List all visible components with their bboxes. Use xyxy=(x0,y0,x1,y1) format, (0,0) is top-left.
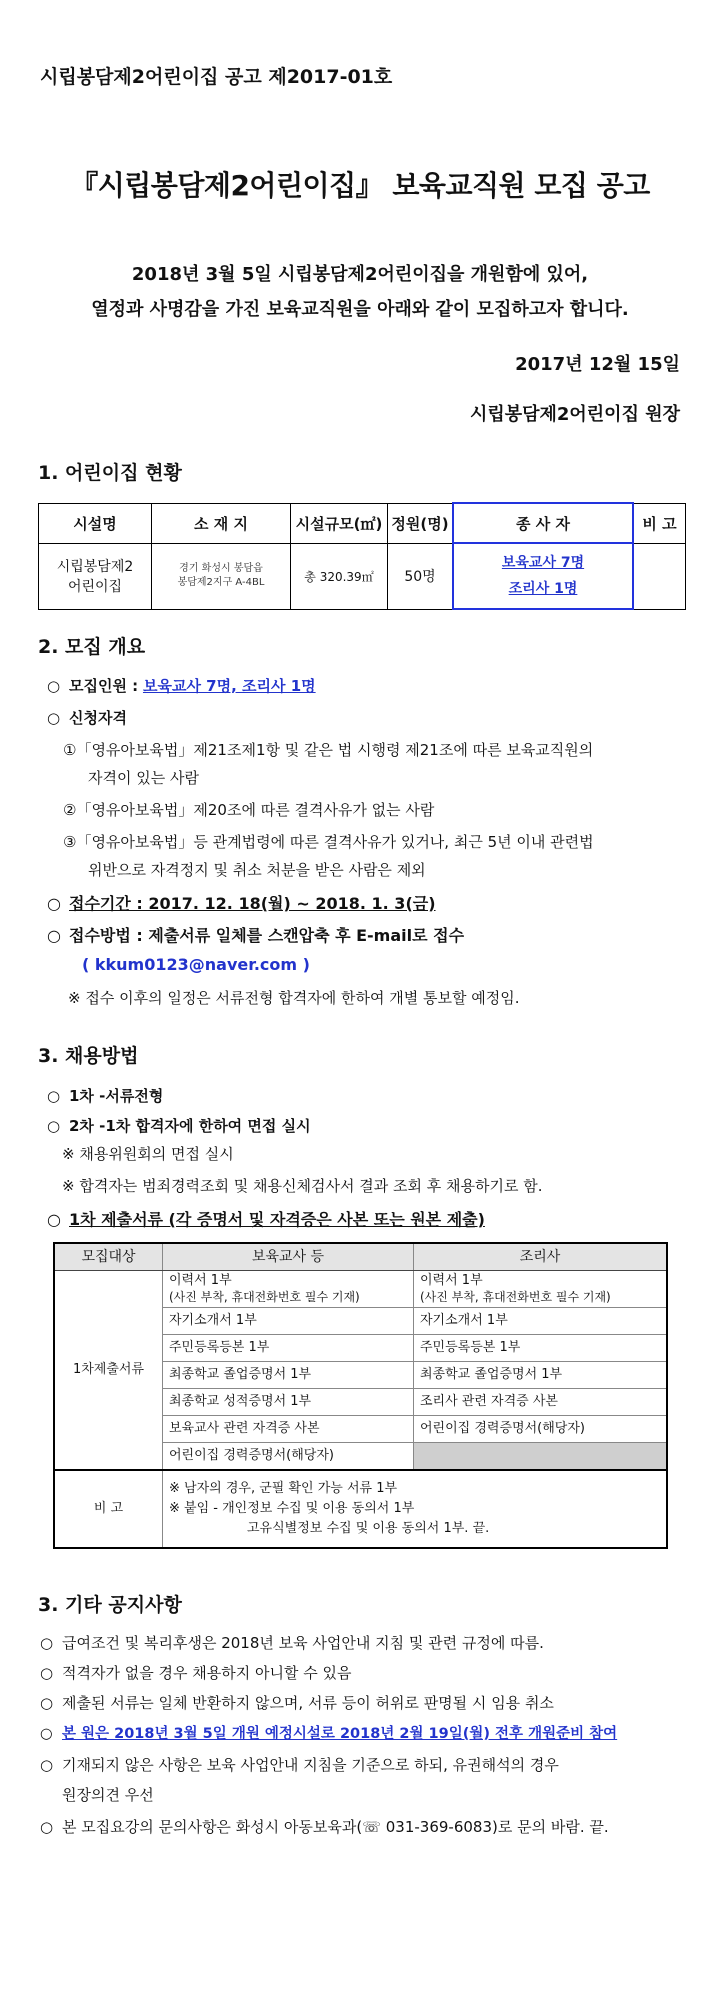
email-link[interactable]: ( kkum0123@naver.com ) xyxy=(82,955,310,974)
teacher-doc-1 xyxy=(163,1271,414,1308)
bullet: ○ xyxy=(40,1756,54,1774)
staff-teachers: 보육교사 7명 xyxy=(501,555,585,571)
section-4-heading: 3. 기타 공지사항 xyxy=(38,1594,182,1616)
remark-line-1: ※ 남자의 경우, 군필 확인 가능 서류 1부 xyxy=(169,1481,398,1496)
qualification-2: ②「영유아보육법」제20조에 따른 결격사유가 없는 사람 xyxy=(63,801,435,819)
qualification-heading xyxy=(47,707,127,728)
documents-heading xyxy=(47,1207,485,1230)
cook-doc-2: 자기소개서 1부 xyxy=(414,1308,668,1335)
table-row xyxy=(54,1271,667,1308)
cook-doc-1 xyxy=(414,1271,668,1308)
bullet: ○ xyxy=(40,1664,54,1682)
documents-table xyxy=(53,1242,668,1549)
teacher-doc-1-line-1: 이력서 1부 xyxy=(169,1273,232,1288)
step-2-text: 2차 -1차 합격자에 한하여 면접 실시 xyxy=(69,1117,311,1135)
table-header-row xyxy=(39,503,686,543)
notice-number: 시립봉담제2어린이집 공고 제2017-01호 xyxy=(40,66,393,88)
header-capacity: 정원(명) xyxy=(388,503,454,543)
intro-text xyxy=(0,257,720,327)
facility-size: 총 320.39㎡ xyxy=(291,543,388,609)
intro-line-1: 2018년 3월 5일 시립봉담제2어린이집을 개원함에 있어, xyxy=(131,264,589,285)
notice-item-4-text: 본 원은 2018년 3월 5일 개원 예정시설로 2018년 2월 19일(월) 전후 개원준비 참여 xyxy=(62,1726,618,1742)
step-1 xyxy=(47,1085,163,1106)
cook-doc-1-line-1: 이력서 1부 xyxy=(420,1273,483,1288)
teacher-doc-3: 주민등록등본 1부 xyxy=(163,1335,414,1362)
header-cook: 조리사 xyxy=(414,1243,668,1271)
application-method xyxy=(47,923,464,946)
bullet: ○ xyxy=(40,1818,54,1836)
schedule-note: ※ 접수 이후의 일정은 서류전형 합격자에 한하여 개별 통보할 예정임. xyxy=(68,989,520,1007)
header-teacher: 보육교사 등 xyxy=(163,1243,414,1271)
bullet: ○ xyxy=(40,1726,53,1742)
facility-name xyxy=(39,543,152,609)
notice-item-2 xyxy=(40,1662,351,1683)
notice-item-6-text: 본 모집요강의 문의사항은 화성시 아동보육과(☏ 031-369-6083)로 문의 바람. 끝. xyxy=(62,1818,609,1836)
documents-heading-text: 1차 제출서류 (각 증명서 및 자격증은 사본 또는 원본 제출) xyxy=(69,1210,485,1229)
recruit-label: 모집인원 : xyxy=(69,677,139,695)
qualification-1-line-2: 자격이 있는 사람 xyxy=(88,769,199,787)
notice-item-3 xyxy=(40,1692,554,1713)
address-line-1: 경기 화성시 봉담읍 xyxy=(179,563,263,574)
facility-staff xyxy=(453,543,633,609)
qualification-label: 신청자격 xyxy=(69,709,127,727)
table-row xyxy=(39,543,686,609)
remark-row xyxy=(54,1470,667,1548)
section-2-heading: 2. 모집 개요 xyxy=(38,636,146,658)
teacher-doc-5: 최종학교 성적증명서 1부 xyxy=(163,1389,414,1416)
teacher-doc-6: 보육교사 관련 자격증 사본 xyxy=(163,1416,414,1443)
notice-item-4 xyxy=(40,1722,617,1743)
teacher-doc-4: 최종학교 졸업증명서 1부 xyxy=(163,1362,414,1389)
header-note: 비 고 xyxy=(633,503,686,543)
notice-item-2-text: 적격자가 없을 경우 채용하지 아니할 수 있음 xyxy=(62,1664,352,1682)
notice-date: 2017년 12월 15일 xyxy=(515,354,680,375)
facility-capacity: 50명 xyxy=(388,543,454,609)
cook-doc-3: 주민등록등본 1부 xyxy=(414,1335,668,1362)
header-location: 소 재 지 xyxy=(152,503,291,543)
header-target: 모집대상 xyxy=(54,1243,163,1271)
facility-name-line-1: 시립봉담제2 xyxy=(56,559,134,575)
bullet: ○ xyxy=(40,1694,54,1712)
method-text: 접수방법 : 제출서류 일체를 스캔압축 후 E-mail로 접수 xyxy=(69,926,465,945)
notice-item-5 xyxy=(40,1754,559,1775)
cook-doc-7-empty xyxy=(414,1443,668,1471)
remark-line-2: ※ 붙임 - 개인정보 수집 및 이용 동의서 1부 xyxy=(169,1501,415,1516)
staff-cook: 조리사 1명 xyxy=(508,581,578,597)
bullet: ○ xyxy=(47,1210,61,1229)
period-text: 접수기간 : 2017. 12. 18(월) ~ 2018. 1. 3(금) xyxy=(69,894,436,913)
header-staff: 종 사 자 xyxy=(453,503,633,543)
notice-item-5-line-1: 기재되지 않은 사항은 보육 사업안내 지침을 기준으로 하되, 유권해석의 경우 xyxy=(62,1756,559,1774)
intro-line-2: 열정과 사명감을 가진 보육교직원을 아래와 같이 모집하고자 합니다. xyxy=(91,299,629,320)
bullet: ○ xyxy=(47,677,61,695)
notice-item-3-text: 제출된 서류는 일체 반환하지 않으며, 서류 등이 허위로 판명될 시 임용 취소 xyxy=(62,1694,554,1712)
bullet: ○ xyxy=(47,1117,61,1135)
step-1-text: 1차 -서류전형 xyxy=(69,1087,164,1105)
address-line-2: 봉담제2지구 A-4BL xyxy=(177,577,265,588)
section-3-heading: 3. 채용방법 xyxy=(38,1045,139,1067)
interview-note: ※ 채용위원회의 면접 실시 xyxy=(62,1145,234,1163)
bullet: ○ xyxy=(47,894,61,913)
teacher-doc-1-line-2: (사진 부착, 휴대전화번호 필수 기재) xyxy=(169,1290,360,1304)
bullet: ○ xyxy=(40,1634,54,1652)
header-size: 시설규모(㎡) xyxy=(291,503,388,543)
notice-item-1-text: 급여조건 및 복리후생은 2018년 보육 사업안내 지침 및 관련 규정에 따름. xyxy=(62,1634,544,1652)
application-period xyxy=(47,891,436,914)
remark-label: 비 고 xyxy=(54,1470,163,1548)
cook-doc-5: 조리사 관련 자격증 사본 xyxy=(414,1389,668,1416)
facility-note xyxy=(633,543,686,609)
qualification-3-line-1: ③「영유아보육법」등 관계법령에 따른 결격사유가 있거나, 최근 5년 이내 관련법 xyxy=(63,833,594,851)
cook-doc-1-line-2: (사진 부착, 휴대전화번호 필수 기재) xyxy=(420,1290,611,1304)
teacher-doc-2: 자기소개서 1부 xyxy=(163,1308,414,1335)
bullet: ○ xyxy=(47,926,61,945)
hiring-note: ※ 합격자는 범죄경력조회 및 채용신체검사서 결과 조회 후 채용하기로 함. xyxy=(62,1177,543,1195)
qualification-3-line-2: 위반으로 자격정지 및 취소 처분을 받은 사람은 제외 xyxy=(88,861,426,879)
table-header-row xyxy=(54,1243,667,1271)
page-title: 『시립봉담제2어린이집』 보육교직원 모집 공고 xyxy=(70,169,650,202)
cook-doc-4: 최종학교 졸업증명서 1부 xyxy=(414,1362,668,1389)
bullet: ○ xyxy=(47,709,61,727)
remark-line-3: 고유식별정보 수집 및 이용 동의서 1부. 끝. xyxy=(247,1521,490,1536)
recruit-value: 보육교사 7명, 조리사 1명 xyxy=(142,677,316,695)
step-2 xyxy=(47,1115,311,1136)
notice-item-1 xyxy=(40,1632,544,1653)
cook-doc-6: 어린이집 경력증명서(해당자) xyxy=(414,1416,668,1443)
qualification-1-line-1: ①「영유아보육법」제21조제1항 및 같은 법 시행령 제21조에 따른 보육교직원의 xyxy=(63,741,594,759)
bullet: ○ xyxy=(47,1087,61,1105)
notice-item-5-line-2: 원장의견 우선 xyxy=(62,1786,154,1804)
facility-name-line-2: 어린이집 xyxy=(67,579,123,595)
teacher-doc-7: 어린이집 경력증명서(해당자) xyxy=(163,1443,414,1471)
signer: 시립봉담제2어린이집 원장 xyxy=(469,404,680,425)
section-1-heading: 1. 어린이집 현황 xyxy=(38,462,182,484)
category-cell: 1차제출서류 xyxy=(54,1271,163,1471)
facility-address xyxy=(152,543,291,609)
recruit-count xyxy=(47,675,316,696)
remark-content xyxy=(163,1470,668,1548)
notice-item-6 xyxy=(40,1816,609,1837)
facility-status-table xyxy=(38,502,686,610)
header-facility-name: 시설명 xyxy=(39,503,152,543)
